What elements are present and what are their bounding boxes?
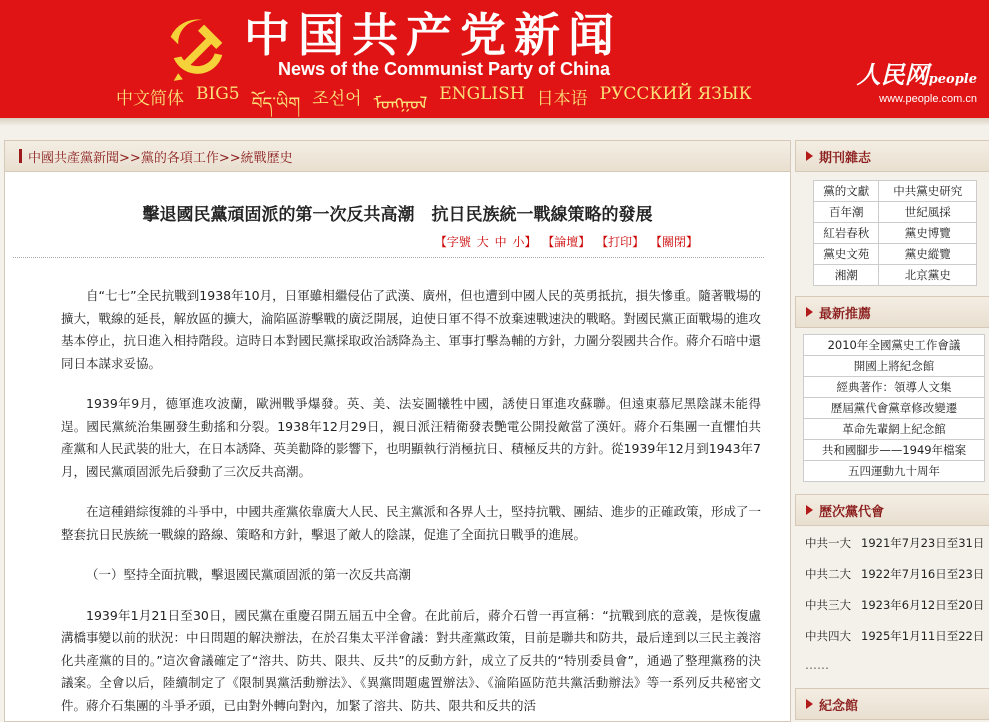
- recommend-list: [803, 334, 985, 482]
- lang-link[interactable]: ENGLISH: [439, 84, 525, 104]
- lang-link[interactable]: BIG5: [196, 84, 240, 104]
- congress-date: 1922年7月16日至23日: [861, 567, 985, 581]
- congress-list: [805, 534, 989, 658]
- article-paragraph: 在這種錯綜復雜的斗爭中，中國共產黨依靠廣大人民、民主黨派和各界人士，堅持抗戰、團結、進步的正確政策，形成了一整套抗日民族統一戰線的路線、策略和方針，擊退了敵人的陰謀，促進了全面抗日戰爭的進展。: [61, 504, 762, 542]
- congress-date: 1925年1月11日至22日: [861, 629, 985, 643]
- congress-item[interactable]: [805, 565, 989, 596]
- triangle-bullet-icon: [806, 505, 813, 515]
- triangle-bullet-icon: [806, 307, 813, 317]
- periodical-link[interactable]: 紅岩春秋: [814, 223, 879, 244]
- breadcrumb-link-home[interactable]: 中國共產黨新聞: [28, 150, 120, 166]
- triangle-bullet-icon: [806, 151, 813, 161]
- lang-link[interactable]: 中文简体: [116, 89, 184, 109]
- recommend-title: 最新推薦: [819, 306, 872, 322]
- congress-item[interactable]: [805, 596, 989, 627]
- periodicals-title: 期刊雜志: [819, 150, 872, 166]
- congress-name: 中共一大: [805, 536, 851, 550]
- article-tools: [433, 233, 698, 250]
- article-paragraph: 1939年1月21日至30日，國民黨在重慶召開五屆五中全會。在此前后，蔣介石曾一再宣稱：“抗戰到底的意義，是恢復盧溝橋事變以前的狀況：中日問題的解決辦法，在於召集太平洋會議：對共產黨政策，目前是聯共和防共，最后達到以三民主義溶化共產黨的目的。”這次會議確定了“溶共、防共、限共、反共”的反動方針，成立了反共的“特別委員會”，通過了整理黨務的決議案。全會以后，陸續制定了《限制異黨活動辦法》、《異黨問題處置辦法》、《淪陷區防范共黨活動辦法》等一系列反共秘密文件。蔣介石集團的斗爭矛頭，已由對外轉向對內，加緊了溶共、防共、限共和反共的活: [61, 607, 762, 713]
- lang-link[interactable]: РУССКИЙ ЯЗЫК: [599, 84, 752, 104]
- article-title: 擊退國民黨頑固派的第一次反共高潮 抗日民族統一戰線策略的發展: [142, 205, 653, 225]
- breadcrumb-link-history[interactable]: 統戰歷史: [240, 150, 293, 166]
- article-paragraph: 自“七七”全民抗戰到1938年10月，日軍雖相繼侵佔了武漢、廣州，但也遭到中國人民的英勇抵抗，損失慘重。隨著戰場的擴大，戰線的延長，解放區的擴大，淪陷區游擊戰的廣泛開展，迫使日軍不得不放棄速戰速決的戰略。對國民黨正面戰場的進攻基本停止，抗日進入相持階段。這時日本對國民黨採取政治誘降為主、軍事打擊為輔的方針，力圖分裂國共合作。蔣介石暗中還同日本謀求妥協。: [61, 288, 762, 371]
- congress-header: [795, 494, 989, 526]
- breadcrumb: [5, 141, 790, 172]
- congress-item[interactable]: [805, 534, 989, 565]
- periodical-link[interactable]: 黨史文苑: [814, 244, 879, 265]
- periodicals-header: [795, 140, 989, 172]
- lang-link[interactable]: བོད་ཡིག: [251, 94, 301, 114]
- periodical-link[interactable]: 世紀風採: [879, 202, 977, 223]
- forum-link[interactable]: 【論壇】: [542, 235, 591, 249]
- recommend-link[interactable]: 開國上將紀念館: [804, 356, 985, 377]
- periodical-link[interactable]: 黨史縱覽: [879, 244, 977, 265]
- site-title-en: News of the Communist Party of China: [278, 59, 611, 79]
- periodical-link[interactable]: 北京黨史: [879, 265, 977, 286]
- periodical-link[interactable]: 中共黨史研究: [879, 181, 977, 202]
- logo-url: www.people.com.cn: [879, 93, 977, 105]
- site-header: [0, 0, 989, 118]
- close-link[interactable]: 【關閉】: [649, 235, 698, 249]
- recommend-link[interactable]: 歷屆黨代會黨章修改變遷: [804, 398, 985, 419]
- recommend-header: [795, 296, 989, 328]
- language-bar: [116, 84, 752, 118]
- right-sidebar: [795, 140, 989, 720]
- hammer-sickle-icon: [160, 14, 236, 90]
- recommend-link[interactable]: 經典著作：領導人文集: [804, 377, 985, 398]
- congress-name: 中共三大: [805, 598, 851, 612]
- header-shadow: [0, 118, 989, 126]
- periodicals-table: [813, 180, 977, 286]
- recommend-link[interactable]: 2010年全國黨史工作會議: [804, 335, 985, 356]
- breadcrumb-marker: [19, 149, 22, 163]
- congress-date: 1923年6月12日至20日: [861, 598, 985, 612]
- congress-title: 歷次黨代會: [819, 504, 885, 520]
- congress-name: 中共四大: [805, 629, 851, 643]
- congress-more[interactable]: ……: [805, 658, 829, 672]
- triangle-bullet-icon: [806, 699, 813, 709]
- font-medium-button[interactable]: 中: [494, 235, 507, 249]
- article-subheading: （一）堅持全面抗戰，擊退國民黨頑固派的第一次反共高潮: [86, 567, 412, 582]
- recommend-link[interactable]: 五四運動九十周年: [804, 461, 985, 482]
- font-large-button[interactable]: 大: [476, 235, 489, 249]
- congress-date: 1921年7月23日至31日: [861, 536, 985, 550]
- breadcrumb-sep: >>: [119, 150, 141, 166]
- memorial-title: 紀念館: [819, 698, 859, 714]
- breadcrumb-sep: >>: [218, 150, 241, 166]
- congress-name: 中共二大: [805, 567, 851, 581]
- memorial-header: [795, 688, 989, 720]
- periodical-link[interactable]: 黨的文獻: [814, 181, 879, 202]
- site-title-cn[interactable]: 中国共产党新闻: [244, 8, 622, 62]
- people-logo[interactable]: [857, 62, 977, 105]
- font-small-button[interactable]: 小】: [512, 235, 537, 249]
- lang-link[interactable]: ᠮᠣᠩᠭᠣᠯ: [373, 94, 428, 114]
- logo-suffix: people: [928, 72, 977, 87]
- breadcrumb-link-work[interactable]: 黨的各項工作: [140, 150, 219, 166]
- print-link[interactable]: 【打印】: [596, 235, 645, 249]
- lang-link[interactable]: 조선어: [312, 89, 362, 109]
- periodical-link[interactable]: 黨史博覽: [879, 223, 977, 244]
- article-paragraph: 1939年9月，德軍進攻波蘭，歐洲戰爭爆發。英、美、法妄圖犧牲中國，誘使日軍進攻蘇聯。但遠東慕尼黑陰謀未能得逞。國民黨統治集團發生動搖和分裂。1938年12月29日，親日派汪精衛發表艷電公開投敵當了漢奸。蔣介石集團一直懼怕共產黨和人民武裝的壯大，在日本誘降、英美勸降的影響下，也明顯執行消極抗日、積極反共的方針。從1939年12月到1943年7月，國民黨頑固派先后發動了三次反共高潮。: [61, 396, 761, 479]
- article-panel: [4, 140, 791, 722]
- recommend-link[interactable]: 革命先輩網上紀念館: [804, 419, 985, 440]
- congress-item[interactable]: [805, 627, 989, 658]
- lang-link[interactable]: 日本语: [536, 89, 588, 109]
- recommend-link[interactable]: 共和國腳步——1949年檔案: [804, 440, 985, 461]
- article-body: [61, 285, 761, 722]
- logo-main: 人民网: [856, 60, 929, 89]
- periodical-link[interactable]: 百年潮: [814, 202, 879, 223]
- periodical-link[interactable]: 湘潮: [814, 265, 879, 286]
- font-size-label: 【字號: [434, 235, 471, 249]
- title-divider: [13, 257, 764, 258]
